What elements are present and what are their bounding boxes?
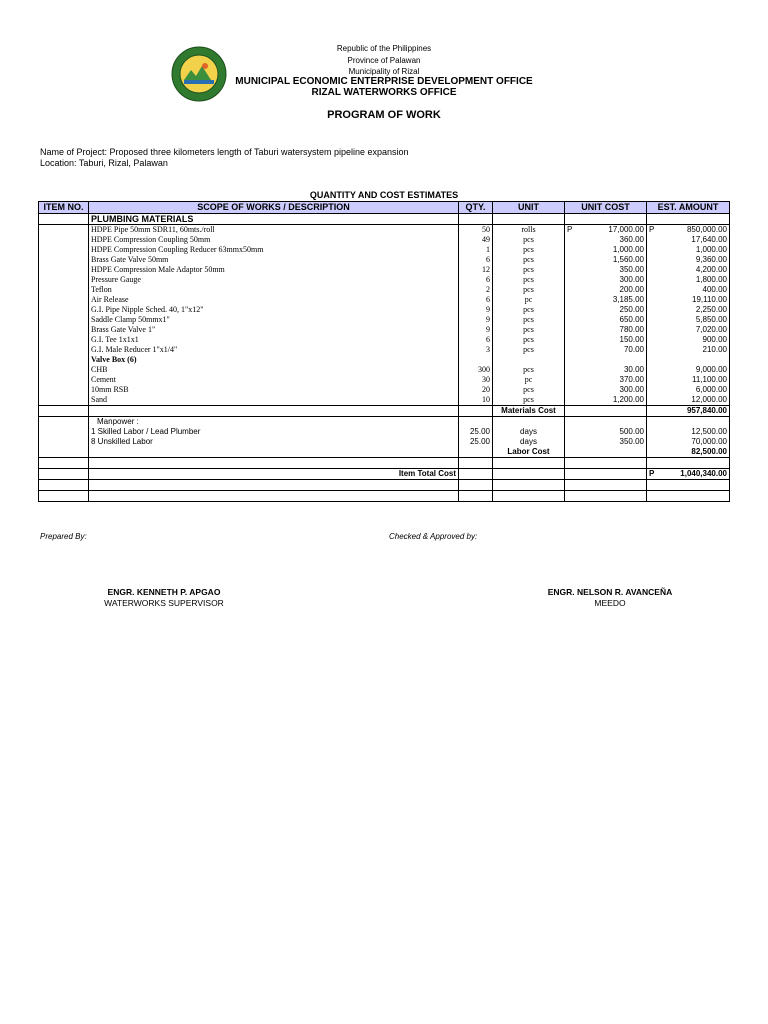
unit-cost-cell: 70.00	[565, 345, 647, 355]
item-no-cell	[39, 255, 89, 265]
description-cell: G.I. Pipe Nipple Sched. 40, 1"x12"	[89, 305, 459, 315]
prepared-by-label: Prepared By:	[40, 532, 87, 541]
section-title: PLUMBING MATERIALS	[89, 214, 459, 225]
unit-cost-cell: 250.00	[565, 305, 647, 315]
unit-cell	[493, 469, 565, 480]
description-cell: Brass Gate Valve 1"	[89, 325, 459, 335]
amount-cell: 900.00	[647, 335, 730, 345]
unit-cost-cell	[565, 225, 647, 236]
c6	[647, 458, 730, 469]
table-row	[39, 385, 730, 395]
labor-unit-cost: 500.00	[565, 427, 647, 437]
item-no-cell	[39, 345, 89, 355]
labor-qty: 25.00	[459, 427, 493, 437]
blank-row	[39, 458, 730, 469]
labor-amount: 12,500.00	[647, 427, 730, 437]
unit-cost-cell	[565, 469, 647, 480]
blank-row	[39, 491, 730, 502]
amount-cell: 9,360.00	[647, 255, 730, 265]
unit-cell: pcs	[493, 285, 565, 295]
item-no-cell	[39, 427, 89, 437]
table-row	[39, 285, 730, 295]
labor-cost-value: 82,500.00	[647, 447, 730, 458]
qty-cell: 3	[459, 345, 493, 355]
unit-cost-cell: 370.00	[565, 375, 647, 385]
c2	[89, 480, 459, 491]
table-row	[39, 235, 730, 245]
labor-qty: 25.00	[459, 437, 493, 447]
description-cell: Sand	[89, 395, 459, 406]
unit-cell: pcs	[493, 265, 565, 275]
project-location: Location: Taburi, Rizal, Palawan	[40, 158, 168, 168]
header-office-meedo: MUNICIPAL ECONOMIC ENTERPRISE DEVELOPMENT OFFICE	[235, 76, 533, 87]
qty-cell: 6	[459, 295, 493, 305]
unit-cell: pcs	[493, 275, 565, 285]
description-cell: HDPE Pipe 50mm SDR11, 60mts./roll	[89, 225, 459, 236]
item-no-cell	[39, 385, 89, 395]
labor-unit-cost: 350.00	[565, 437, 647, 447]
item-total-value	[647, 469, 730, 480]
qty-cell	[459, 406, 493, 417]
labor-row	[39, 437, 730, 447]
amount-cell: 6,000.00	[647, 385, 730, 395]
amount-cell: 5,850.00	[647, 315, 730, 325]
unit-cell: pcs	[493, 345, 565, 355]
unit-cell: pc	[493, 295, 565, 305]
amount-cell-peso: P	[649, 225, 655, 234]
qty-cell	[459, 417, 493, 428]
labor-cost-label: Labor Cost	[493, 447, 565, 458]
valve-box-title-row	[39, 355, 730, 365]
item-no-cell	[39, 365, 89, 375]
item-no-cell	[39, 245, 89, 255]
unit-cell: pcs	[493, 235, 565, 245]
table-row	[39, 395, 730, 406]
header-republic: Republic of the Philippines	[336, 44, 432, 53]
item-no-cell	[39, 285, 89, 295]
qty-cell: 12	[459, 265, 493, 275]
unit-cell: pcs	[493, 255, 565, 265]
unit-cell: pc	[493, 375, 565, 385]
description-cell: HDPE Compression Coupling 50mm	[89, 235, 459, 245]
unit-cost-cell	[565, 417, 647, 428]
item-no-cell	[39, 235, 89, 245]
unit-cost-cell: 1,560.00	[565, 255, 647, 265]
amount-cell: 4,200.00	[647, 265, 730, 275]
description-cell: HDPE Compression Male Adaptor 50mm	[89, 265, 459, 275]
item-no-cell	[39, 325, 89, 335]
unit-cost-cell	[565, 447, 647, 458]
qty-cell: 6	[459, 335, 493, 345]
manpower-label: Manpower :	[89, 417, 459, 428]
table-row	[39, 275, 730, 285]
c1	[39, 480, 89, 491]
amount-cell: 19,110.00	[647, 295, 730, 305]
section-row	[39, 214, 730, 225]
unit-cost-cell: 300.00	[565, 275, 647, 285]
labor-cost-row	[39, 447, 730, 458]
qty-cell: 20	[459, 385, 493, 395]
table-caption: QUANTITY AND COST ESTIMATES	[309, 190, 459, 200]
c5	[565, 458, 647, 469]
item-no-cell	[39, 265, 89, 275]
c6	[647, 480, 730, 491]
description-cell: Pressure Gauge	[89, 275, 459, 285]
amount-cell: 1,800.00	[647, 275, 730, 285]
labor-unit: days	[493, 427, 565, 437]
labor-amount: 70,000.00	[647, 437, 730, 447]
materials-cost-value: 957,840.00	[647, 406, 730, 417]
unit-cell: pcs	[493, 385, 565, 395]
description-cell: Cement	[89, 375, 459, 385]
amount-cell	[647, 417, 730, 428]
amount-cell-value: 850,000.00	[686, 225, 727, 234]
amount-cell	[647, 225, 730, 236]
table-row	[39, 255, 730, 265]
table-row	[39, 305, 730, 315]
c2	[89, 458, 459, 469]
unit-cell	[493, 355, 565, 365]
header-item-no: ITEM NO.	[39, 202, 89, 214]
table-row	[39, 345, 730, 355]
qty-cell: 1	[459, 245, 493, 255]
unit-cost-cell: 1,200.00	[565, 395, 647, 406]
qty-cell: 9	[459, 315, 493, 325]
amount-cell: 17,640.00	[647, 235, 730, 245]
item-no-cell	[39, 225, 89, 236]
header-scope: SCOPE OF WORKS / DESCRIPTION	[89, 202, 459, 214]
unit-cost-cell: 300.00	[565, 385, 647, 395]
table-row	[39, 375, 730, 385]
header-unit-cost: UNIT COST	[565, 202, 647, 214]
qty-cell: 30	[459, 375, 493, 385]
description-cell: HDPE Compression Coupling Reducer 63mmx50mm	[89, 245, 459, 255]
item-no-cell	[39, 355, 89, 365]
item-no-cell	[39, 375, 89, 385]
table-row	[39, 335, 730, 345]
amount-cell	[647, 355, 730, 365]
right-signatory-name: ENGR. NELSON R. AVANCEÑA	[547, 587, 673, 597]
unit-cost-cell: 3,185.00	[565, 295, 647, 305]
qty-cell	[459, 447, 493, 458]
amount-cell: 400.00	[647, 285, 730, 295]
table-row	[39, 225, 730, 236]
item-no-cell	[39, 295, 89, 305]
unit-cell: rolls	[493, 225, 565, 236]
header-office-waterworks: RIZAL WATERWORKS OFFICE	[311, 87, 457, 98]
c1	[39, 491, 89, 502]
item-no-cell	[39, 305, 89, 315]
qty-cell	[459, 355, 493, 365]
item-total-row	[39, 469, 730, 480]
c3	[459, 491, 493, 502]
table-header-row	[39, 202, 730, 214]
project-name: Name of Project: Proposed three kilometers length of Taburi watersystem pipeline expansion	[40, 147, 409, 157]
qty-cell: 6	[459, 255, 493, 265]
c5	[565, 480, 647, 491]
unit-cost-cell: 780.00	[565, 325, 647, 335]
header-unit: UNIT	[493, 202, 565, 214]
table-row	[39, 325, 730, 335]
unit-cost-cell	[565, 355, 647, 365]
unit-cell: pcs	[493, 245, 565, 255]
description-cell: 10mm RSB	[89, 385, 459, 395]
unit-cost-cell: 1,000.00	[565, 245, 647, 255]
qty-cell: 2	[459, 285, 493, 295]
unit-cell: pcs	[493, 325, 565, 335]
qty-cell: 10	[459, 395, 493, 406]
materials-cost-label: Materials Cost	[493, 406, 565, 417]
table-row	[39, 295, 730, 305]
labor-unit: days	[493, 437, 565, 447]
item-no-cell	[39, 275, 89, 285]
item-no-cell	[39, 469, 89, 480]
c2	[89, 491, 459, 502]
unit-cost-cell-peso: P	[567, 225, 573, 234]
qty-cell: 9	[459, 325, 493, 335]
labor-row	[39, 427, 730, 437]
description-cell	[89, 447, 459, 458]
c5	[565, 491, 647, 502]
c4	[493, 458, 565, 469]
c3	[459, 458, 493, 469]
checked-by-label: Checked & Approved by:	[389, 532, 478, 541]
description-cell: G.I. Male Reducer 1"x1/4"	[89, 345, 459, 355]
c1	[39, 458, 89, 469]
unit-cost-cell-value: 17,000.00	[608, 225, 644, 234]
header-qty: QTY.	[459, 202, 493, 214]
table-row	[39, 365, 730, 375]
description-cell	[89, 406, 459, 417]
header-est-amount: EST. AMOUNT	[647, 202, 730, 214]
item-total-label: Item Total Cost	[89, 469, 459, 480]
item-no-cell	[39, 417, 89, 428]
item-no-cell	[39, 395, 89, 406]
unit-cell: pcs	[493, 305, 565, 315]
description-cell: G.I. Tee 1x1x1	[89, 335, 459, 345]
description-cell: Saddle Clamp 50mmx1"	[89, 315, 459, 325]
qty-cell: 50	[459, 225, 493, 236]
valve-box-title: Valve Box (6)	[89, 355, 459, 365]
labor-description: 8 Unskilled Labor	[89, 437, 459, 447]
item-no-cell	[39, 315, 89, 325]
qty-cell	[459, 469, 493, 480]
amount-cell: 12,000.00	[647, 395, 730, 406]
amount-cell: 7,020.00	[647, 325, 730, 335]
materials-cost-row	[39, 406, 730, 417]
unit-cost-cell: 360.00	[565, 235, 647, 245]
item-no-cell	[39, 437, 89, 447]
description-cell: CHB	[89, 365, 459, 375]
c4	[493, 480, 565, 491]
item-total-value-peso: P	[649, 469, 655, 478]
unit-cell: pcs	[493, 335, 565, 345]
blank-row	[39, 480, 730, 491]
qty-cell: 300	[459, 365, 493, 375]
cost-estimates-table	[38, 201, 730, 502]
unit-cost-cell: 30.00	[565, 365, 647, 375]
description-cell: Teflon	[89, 285, 459, 295]
description-cell: Air Release	[89, 295, 459, 305]
description-cell: Brass Gate Valve 50mm	[89, 255, 459, 265]
manpower-row	[39, 417, 730, 428]
item-total-value-value: 1,040,340.00	[680, 469, 727, 478]
document-title: PROGRAM OF WORK	[327, 109, 441, 121]
labor-description: 1 Skilled Labor / Lead Plumber	[89, 427, 459, 437]
c3	[459, 480, 493, 491]
item-no-cell	[39, 447, 89, 458]
left-signatory-name: ENGR. KENNETH P. APGAO	[107, 587, 221, 597]
qty-cell: 9	[459, 305, 493, 315]
item-no-cell	[39, 406, 89, 417]
item-no-cell	[39, 335, 89, 345]
unit-cost-cell: 350.00	[565, 265, 647, 275]
left-signatory-title: WATERWORKS SUPERVISOR	[104, 598, 224, 608]
table-row	[39, 265, 730, 275]
qty-cell: 6	[459, 275, 493, 285]
unit-cost-cell	[565, 406, 647, 417]
header-province: Province of Palawan	[347, 56, 421, 65]
table-row	[39, 245, 730, 255]
unit-cell: pcs	[493, 395, 565, 406]
right-signatory-title: MEEDO	[594, 598, 626, 608]
unit-cost-cell: 650.00	[565, 315, 647, 325]
unit-cost-cell: 150.00	[565, 335, 647, 345]
amount-cell: 9,000.00	[647, 365, 730, 375]
amount-cell: 2,250.00	[647, 305, 730, 315]
unit-cost-cell: 200.00	[565, 285, 647, 295]
amount-cell: 210.00	[647, 345, 730, 355]
header-municipality: Municipality of Rizal	[348, 67, 420, 76]
unit-cell: pcs	[493, 315, 565, 325]
amount-cell: 1,000.00	[647, 245, 730, 255]
c6	[647, 491, 730, 502]
unit-cell	[493, 417, 565, 428]
table-row	[39, 315, 730, 325]
qty-cell: 49	[459, 235, 493, 245]
c4	[493, 491, 565, 502]
unit-cell: pcs	[493, 365, 565, 375]
amount-cell: 11,100.00	[647, 375, 730, 385]
